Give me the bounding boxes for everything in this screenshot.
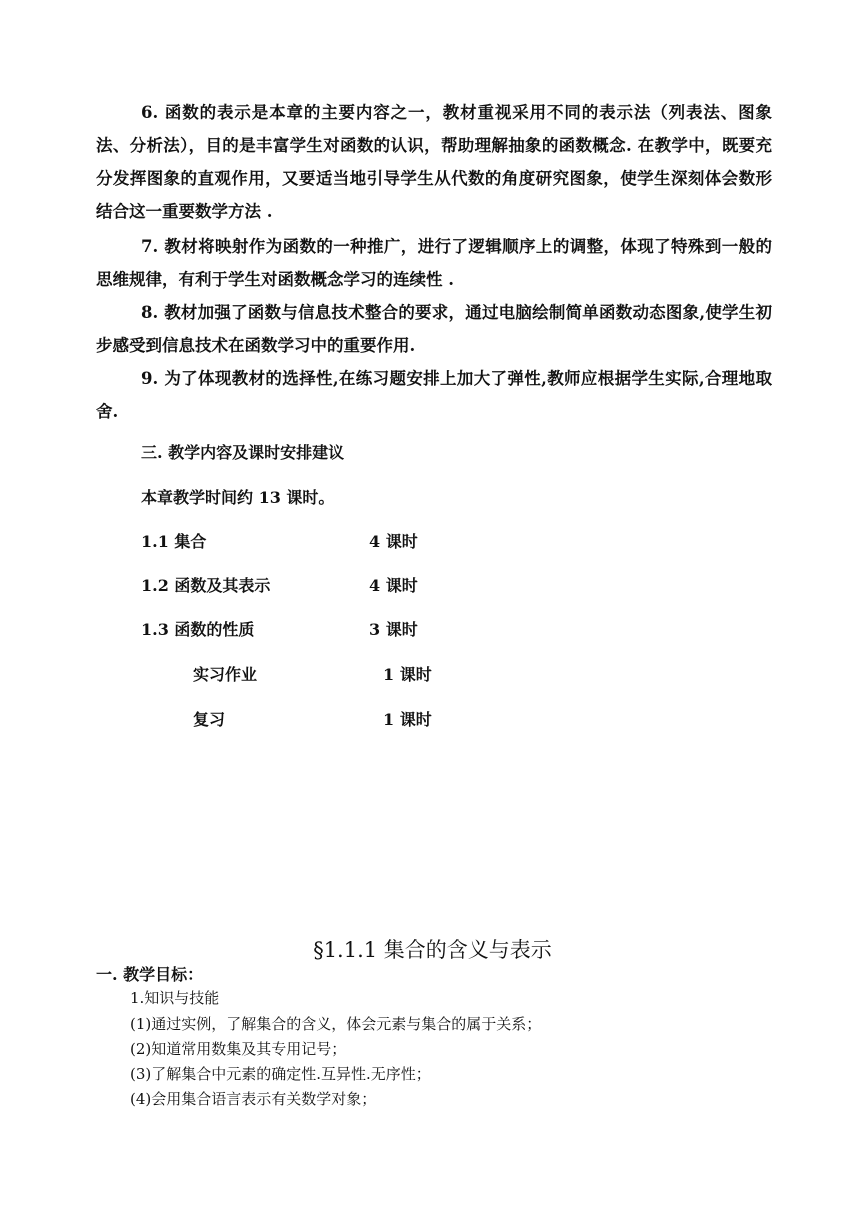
schedule-item-hours: 4 课时 (369, 532, 418, 551)
objectives-heading: 一. 教学目标： (96, 965, 204, 984)
objective-line: (4)会用集合语言表示有关数学对象； (130, 1090, 377, 1108)
total-hours-text: 本章教学时间约 13 课时。 (141, 488, 335, 507)
lesson-title: §1.1.1 集合的含义与表示 (313, 938, 552, 962)
schedule-item-name: 1.2 函数及其表示 (141, 576, 271, 595)
objective-line: (3)了解集合中元素的确定性.互异性.无序性； (130, 1065, 431, 1083)
schedule-item-name: 实习作业 (193, 665, 258, 684)
objective-line: (1)通过实例，了解集合的含义，体会元素与集合的属于关系； (130, 1015, 542, 1033)
schedule-item-hours: 1 课时 (383, 665, 432, 684)
schedule-item-name: 1.3 函数的性质 (141, 620, 255, 639)
objective-line: (2)知道常用数集及其专用记号； (130, 1040, 347, 1058)
paragraph-6: 6. 函数的表示是本章的主要内容之一，教材重视采用不同的表示法（列表法、图象法、分析法），目的是丰富学生对函数的认识，帮助理解抽象的函数概念. 在教学中，既要充分发挥图象的直观作用，又要适当地引导学生从代数的角度研究图象，使学生深刻体会数形结合这一重要数学方法 . (96, 103, 772, 221)
paragraph-7: 7. 教材将映射作为函数的一种推广，进行了逻辑顺序上的调整，体现了特殊到一般的思维规律，有利于学生对函数概念学习的连续性 . (96, 237, 772, 289)
schedule-item-hours: 1 课时 (383, 710, 432, 729)
objective-line: 1.知识与技能 (130, 989, 220, 1007)
schedule-item-name: 1.1 集合 (141, 532, 207, 551)
section-3-heading: 三. 教学内容及课时安排建议 (141, 443, 345, 462)
schedule-item-hours: 3 课时 (369, 620, 418, 639)
paragraph-8: 8. 教材加强了函数与信息技术整合的要求，通过电脑绘制简单函数动态图象,使学生初步感受到信息技术在函数学习中的重要作用. (96, 303, 772, 355)
paragraph-9: 9. 为了体现教材的选择性,在练习题安排上加大了弹性,教师应根据学生实际,合理地取舍. (96, 369, 772, 421)
schedule-item-hours: 4 课时 (369, 576, 418, 595)
schedule-item-name: 复习 (193, 710, 226, 729)
